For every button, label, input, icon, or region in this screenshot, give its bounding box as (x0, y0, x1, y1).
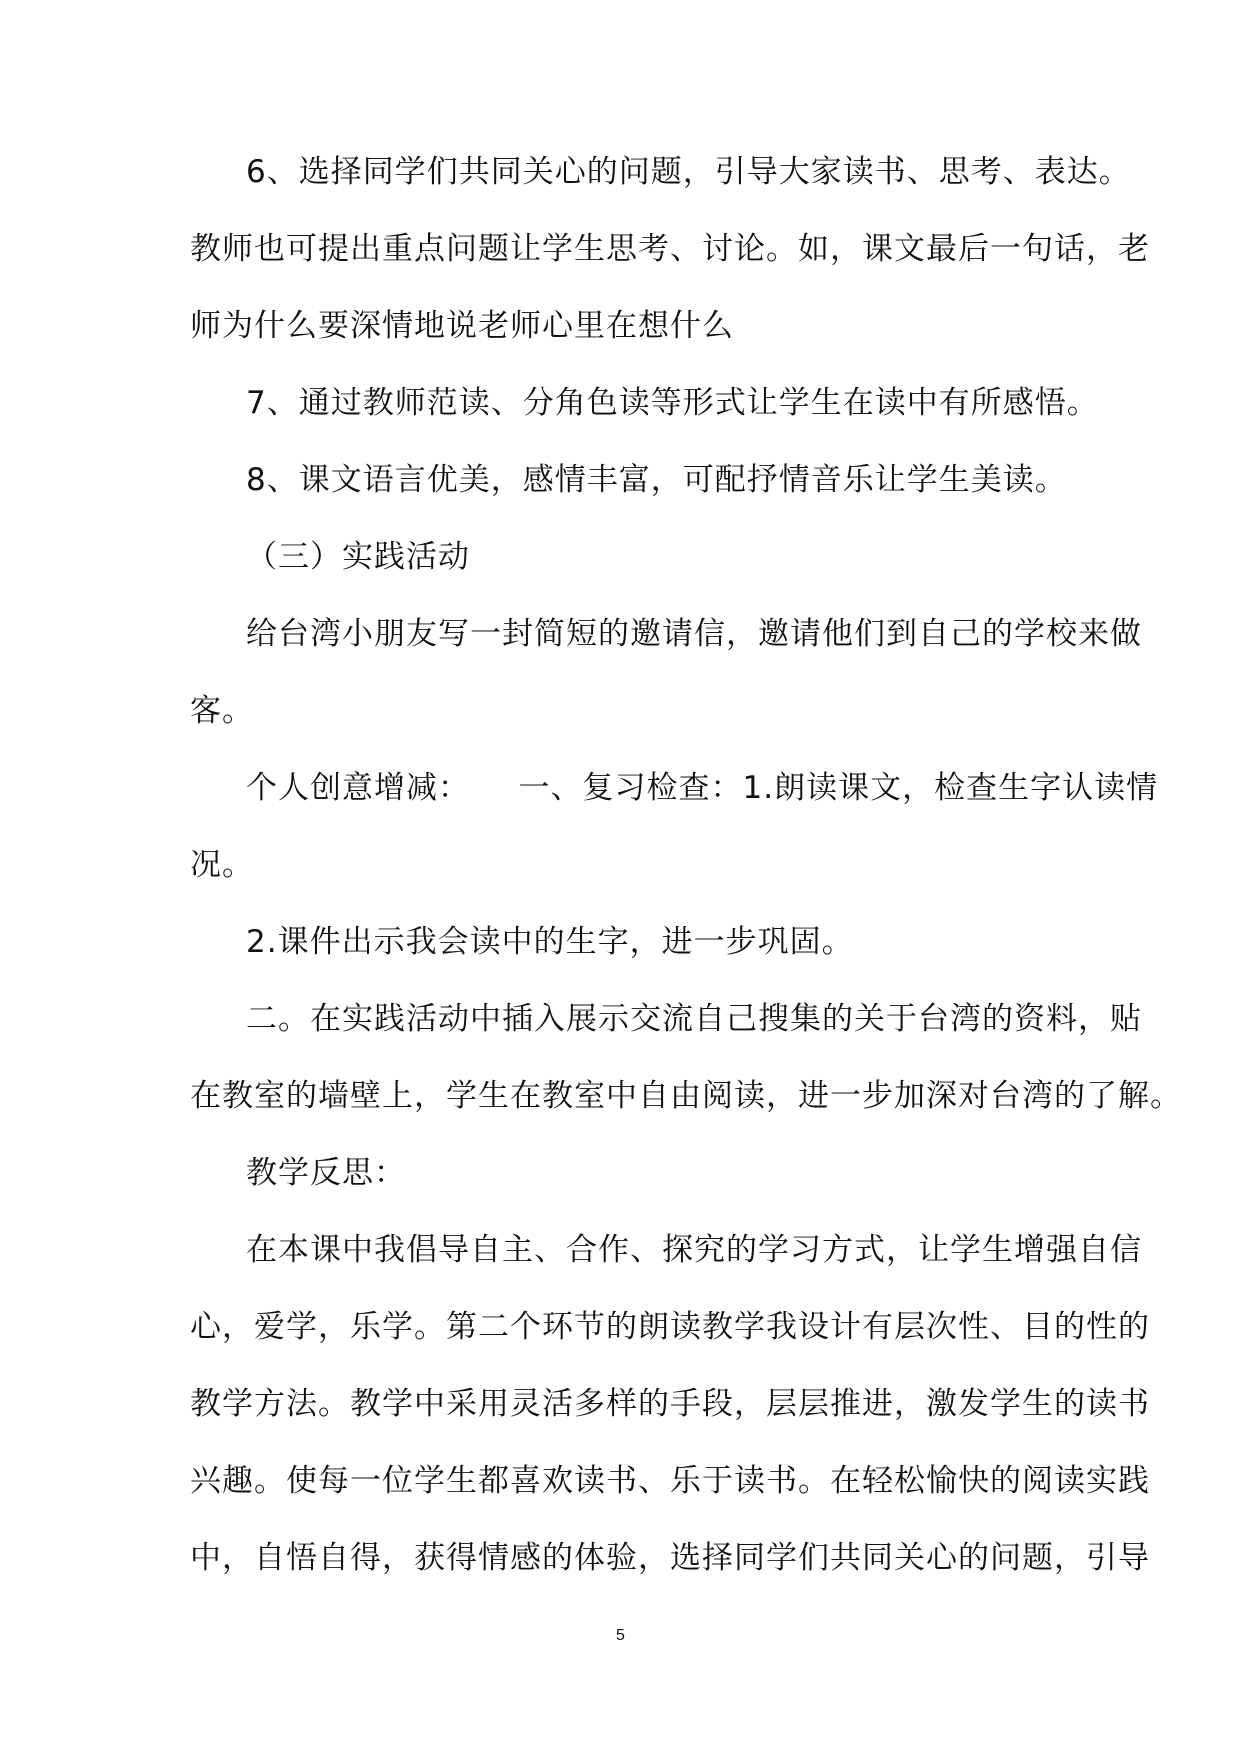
paragraph-line: 给台湾小朋友写一封简短的邀请信，邀请他们到自己的学校来做 (246, 616, 1142, 652)
paragraph-line: 在教室的墙壁上，学生在教室中自由阅读，进一步加深对台湾的了解。 (190, 1078, 1182, 1114)
paragraph-line: 教学方法。教学中采用灵活多样的手段，层层推进，激发学生的读书 (190, 1386, 1150, 1422)
paragraph-line: 中，自悟自得，获得情感的体验，选择同学们共同关心的问题，引导 (190, 1540, 1150, 1576)
paragraph-line: 8、课文语言优美，感情丰富，可配抒情音乐让学生美读。 (246, 462, 1067, 498)
paragraph-line: 6、选择同学们共同关心的问题，引导大家读书、思考、表达。 (246, 154, 1131, 190)
paragraph-line: 7、通过教师范读、分角色读等形式让学生在读中有所感悟。 (246, 385, 1099, 421)
page-number: 5 (616, 1627, 625, 1644)
section-heading: 教学反思： (246, 1155, 406, 1191)
paragraph-line: 况。 (190, 847, 254, 883)
paragraph-line: 教师也可提出重点问题让学生思考、讨论。如，课文最后一句话，老 (190, 231, 1150, 267)
paragraph-line: 2.课件出示我会读中的生字，进一步巩固。 (246, 924, 854, 960)
section-heading: （三）实践活动 (246, 539, 470, 575)
paragraph-line: 兴趣。使每一位学生都喜欢读书、乐于读书。在轻松愉快的阅读实践 (190, 1463, 1150, 1499)
paragraph-line: 二。在实践活动中插入展示交流自己搜集的关于台湾的资料，贴 (246, 1001, 1142, 1037)
paragraph-line: 师为什么要深情地说老师心里在想什么 (190, 308, 734, 344)
paragraph-line: 心，爱学，乐学。第二个环节的朗读教学我设计有层次性、目的性的 (190, 1309, 1150, 1345)
paragraph-line: 个人创意增减： 一、复习检查：1.朗读课文，检查生字认读情 (246, 770, 1159, 806)
paragraph-line: 客。 (190, 693, 254, 729)
paragraph-line: 在本课中我倡导自主、合作、探究的学习方式，让学生增强自信 (246, 1232, 1142, 1268)
